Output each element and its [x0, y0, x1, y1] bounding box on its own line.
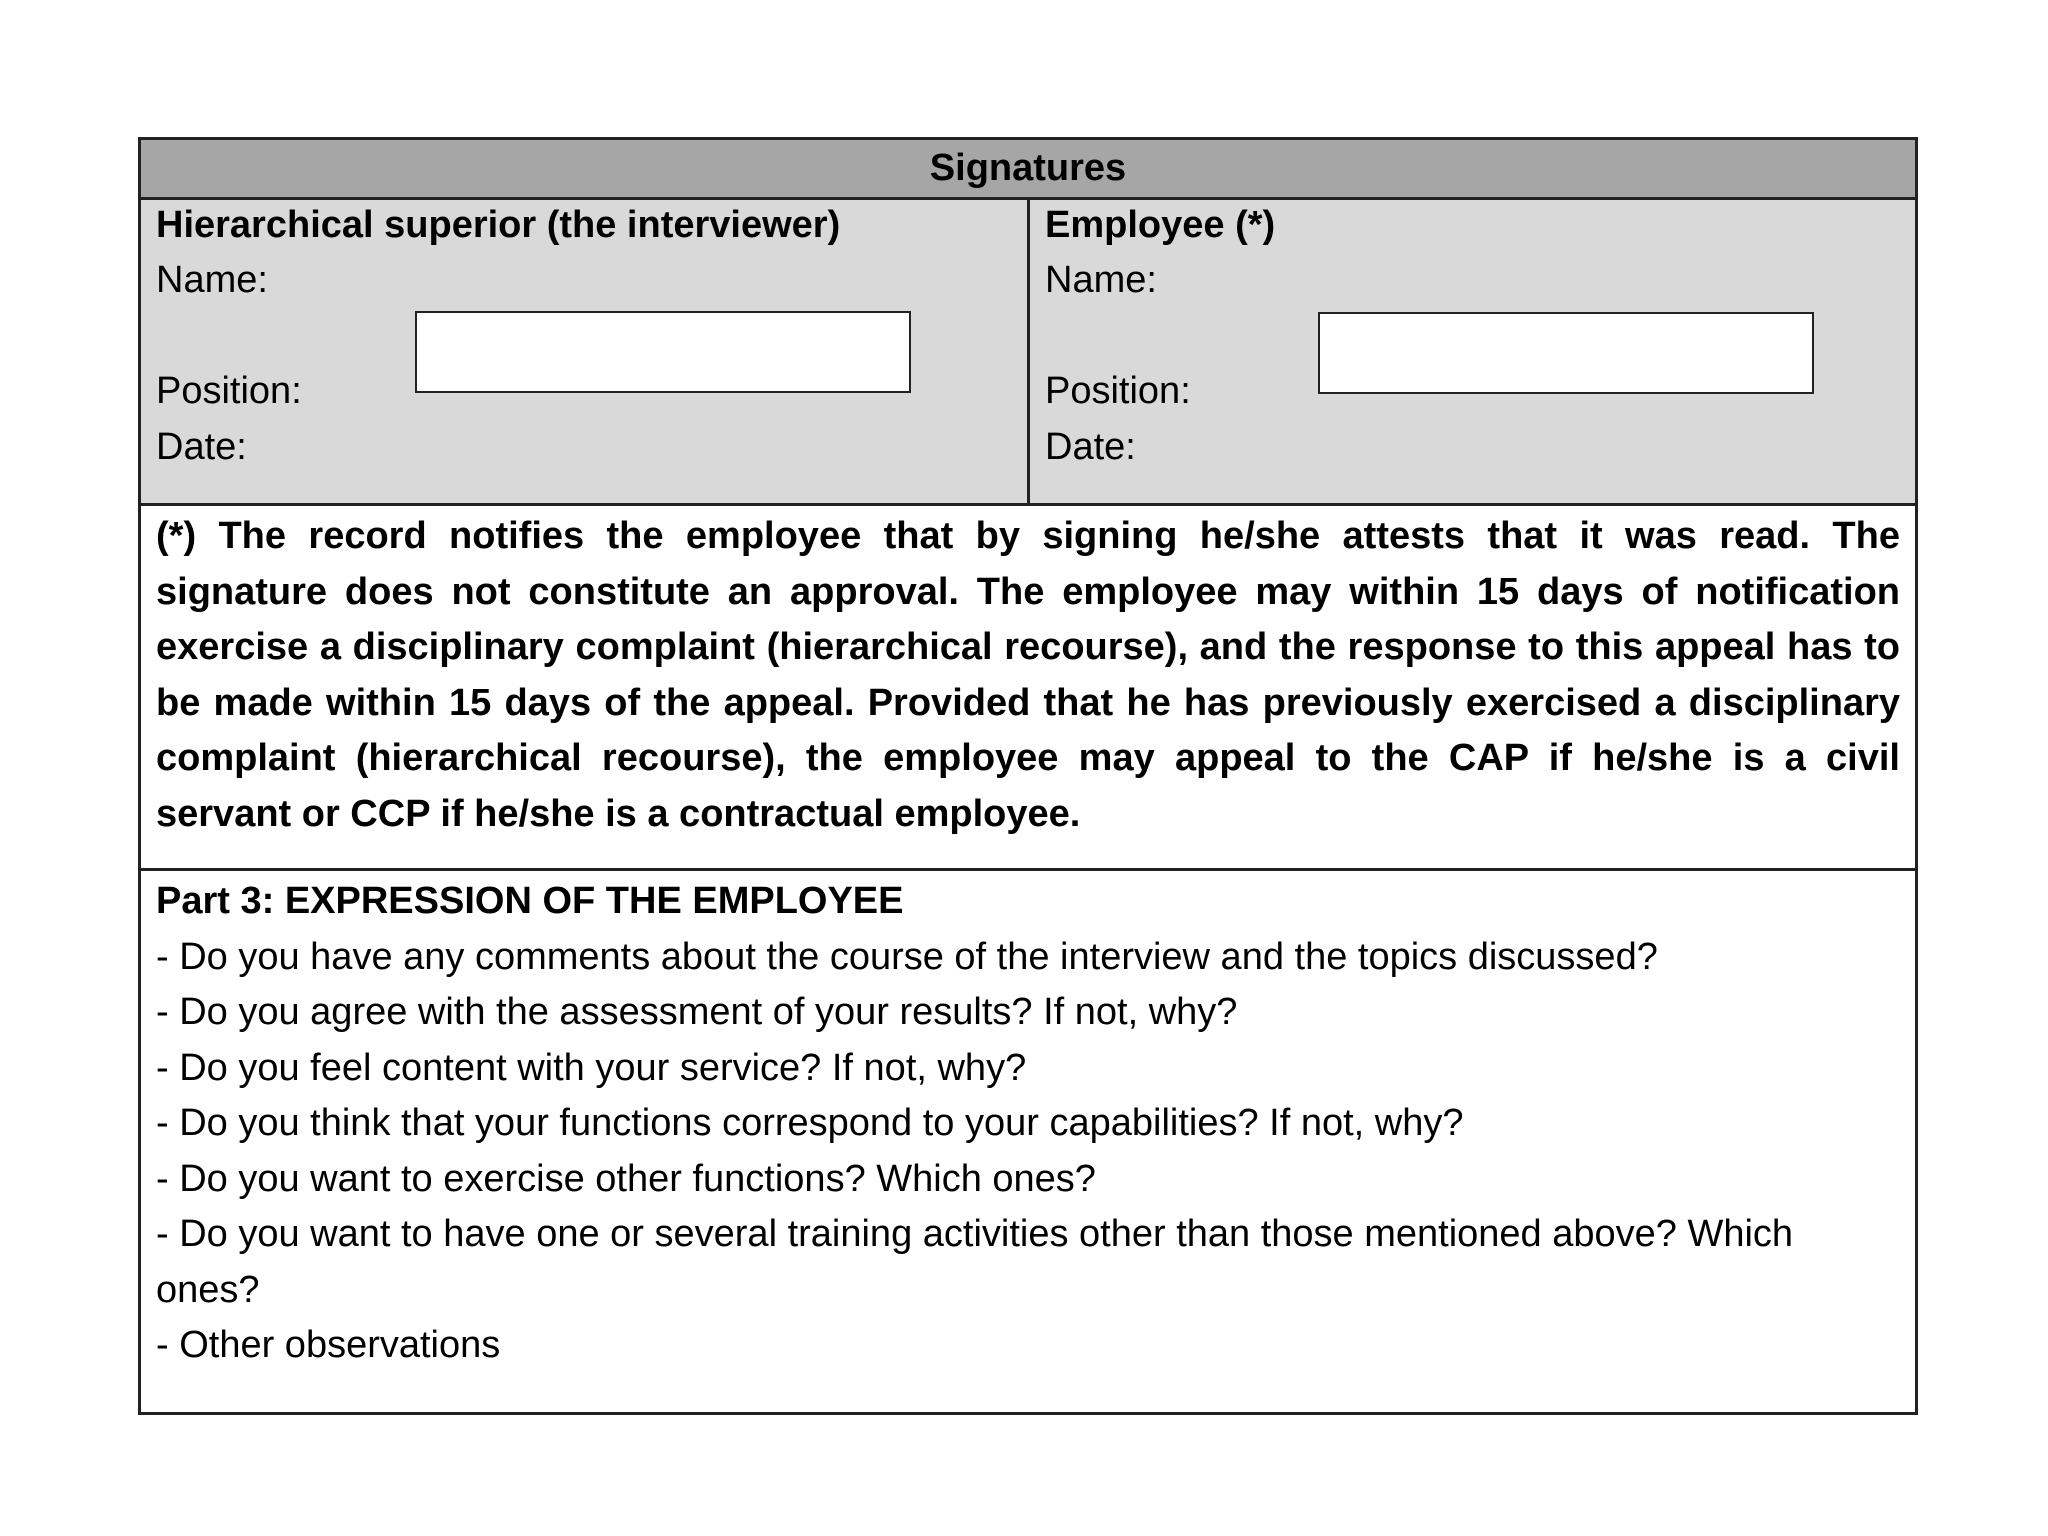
- employee-position-label: Position:: [1045, 370, 1191, 412]
- question-item: - Do you have any comments about the course of the interview and the topics discussed?: [156, 935, 1658, 978]
- question-item: - Do you feel content with your service? If not, why?: [156, 1046, 1027, 1089]
- notice-text: (*) The record notifies the employee that by signing he/she attests that it was read. The signature does not constitute an approval. The employee may within 15 days of notification exercise a disciplinary complaint (hierarchical recourse), and the response to this appeal has to be made within 15 days of the appeal. Provided that he has previously exercised a disciplinary complaint (hierarchical recourse), the employee may appeal to the CAP if he/she is a civil servant or CCP if he/she is a contractual employee.: [156, 515, 1900, 835]
- question-item: - Other observations: [156, 1324, 501, 1366]
- part3-cell: [141, 871, 1915, 1412]
- superior-position-label: Position:: [156, 370, 302, 412]
- signatures-row: [141, 200, 1915, 506]
- notice-cell: [141, 506, 1915, 871]
- signatures-title: Signatures: [929, 147, 1127, 189]
- evaluation-form-table: [138, 137, 1918, 1415]
- superior-name-label: Name:: [156, 259, 268, 301]
- superior-signature-box[interactable]: [415, 311, 911, 393]
- employee-date-label: Date:: [1045, 426, 1136, 468]
- question-item: - Do you agree with the assessment of your results? If not, why?: [156, 991, 1238, 1033]
- signatures-header: [141, 140, 1915, 200]
- employee-signature-box[interactable]: [1318, 312, 1814, 394]
- superior-date-label: Date:: [156, 426, 247, 468]
- superior-signature-cell: [141, 200, 1030, 503]
- part3-title: Part 3: EXPRESSION OF THE EMPLOYEE: [156, 880, 904, 922]
- superior-heading: Hierarchical superior (the interviewer): [156, 204, 841, 246]
- employee-heading: Employee (*): [1045, 204, 1276, 246]
- question-item: - Do you think that your functions correspond to your capabilities? If not, why?: [156, 1102, 1464, 1144]
- employee-name-label: Name:: [1045, 259, 1157, 301]
- question-item: - Do you want to have one or several training activities other than those mentioned above? Which ones?: [156, 1213, 1794, 1311]
- employee-signature-cell: [1030, 200, 1915, 503]
- question-item: - Do you want to exercise other functions? Which ones?: [156, 1157, 1096, 1200]
